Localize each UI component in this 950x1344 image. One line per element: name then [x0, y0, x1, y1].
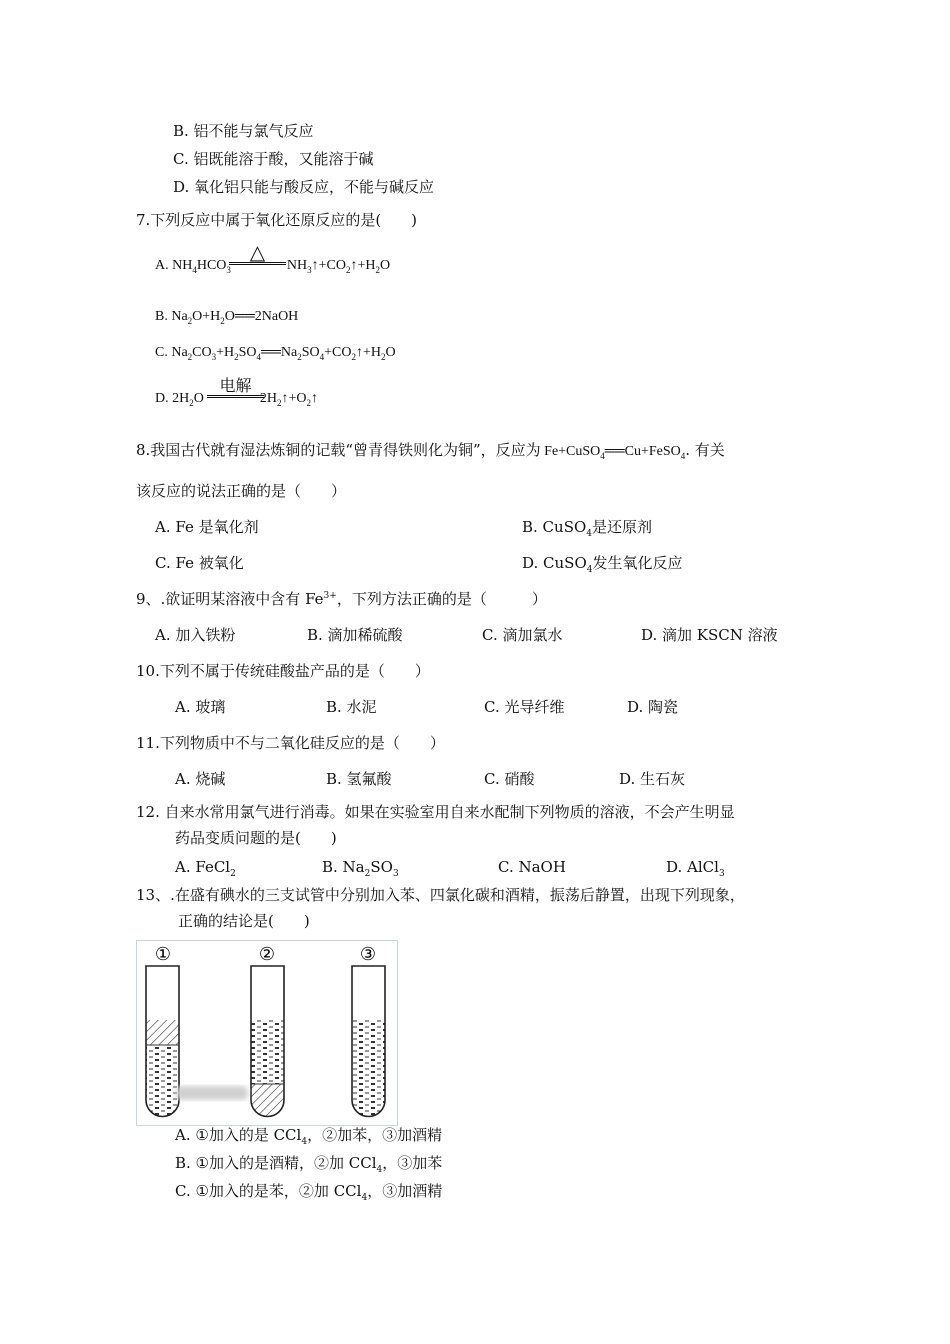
tube-2-label: ②: [258, 944, 276, 965]
q7-option-d: D. $2H_2O$ $2H_2↑+O_2↑$: [155, 391, 319, 408]
q8-stem-line2: 该反应的说法正确的是（ ）: [136, 482, 347, 500]
q13-option-c: C. ①加入的是苯，②加 CCl$_4$，③加酒精: [175, 1182, 443, 1203]
q13-option-b: B. ①加入的是酒精，②加 CCl$_4$，③加苯: [175, 1154, 443, 1175]
q12-stem-line2: 药品变质问题的是( ): [175, 829, 337, 847]
q10-option-b: B. 水泥: [326, 698, 377, 716]
q11-stem: 11.下列物质中不与二氧化硅反应的是（ ）: [136, 734, 445, 752]
q10-option-d: D. 陶瓷: [627, 698, 679, 716]
q13-option-a-pre: A. ①加入的是 CCl: [175, 1126, 302, 1144]
q11-option-b: B. 氢氟酸: [326, 770, 392, 788]
test-tube-1: [146, 944, 179, 1117]
q13-option-c-pre: C. ①加入的是苯，②加 CCl: [175, 1182, 362, 1200]
q8-option-d-pre: D. CuSO: [522, 554, 587, 572]
q12-option-b: B. $Na_2SO_3$: [322, 858, 399, 879]
q7-stem: 7.下列反应中属于氧化还原反应的是( ): [136, 211, 418, 229]
q12-option-b-text: B. Na: [322, 858, 365, 876]
q8-stem-text: 8.我国古代就有湿法炼铜的记载“曾青得铁则化为铜”，反应为: [136, 441, 541, 459]
q13-stem-line1: 13、.在盛有碘水的三支试管中分别加入苯、四氯化碳和酒精，振荡后静置，出现下列现象，: [136, 886, 745, 904]
q12-option-c: C. NaOH: [498, 858, 566, 876]
q7-option-c-label: C.: [155, 345, 168, 360]
q9-option-a: A. 加入铁粉: [155, 626, 236, 644]
q11-option-a: A. 烧碱: [175, 770, 226, 788]
q11-option-c: C. 硝酸: [484, 770, 535, 788]
q7-option-b-label: B.: [155, 309, 168, 324]
heat-triangle-icon: △: [249, 240, 266, 264]
q8-stem-tail: . 有关: [685, 441, 725, 459]
q9-stem: 9、.欲证明某溶液中含有 $Fe^{3+}$，下列方法正确的是（ ）: [136, 590, 547, 608]
q10-option-a: A. 玻璃: [175, 698, 226, 716]
q8-option-d: D. CuSO$_4$发生氧化反应: [522, 554, 683, 575]
q10-option-c: C. 光导纤维: [484, 698, 565, 716]
q13-option-b-pre: B. ①加入的是酒精，②加 CCl: [175, 1154, 377, 1172]
q7-option-a: A. $NH_4HCO_3$ $NH_3↑+CO_2↑+H_2O$: [155, 258, 391, 275]
electrolysis-label: 电解: [219, 376, 252, 395]
q7-option-b: B. $Na_2O+H_2O══2NaOH$: [155, 309, 299, 326]
q8-option-c: C. Fe 被氧化: [155, 554, 244, 572]
q11-option-d: D. 生石灰: [619, 770, 686, 788]
q9-option-c: C. 滴加氯水: [482, 626, 563, 644]
q7-electrolysis-condition: [207, 377, 264, 398]
q12-option-a-text: A. FeCl: [175, 858, 231, 876]
test-tube-3: [352, 944, 385, 1117]
q9-option-b: B. 滴加稀硫酸: [307, 626, 403, 644]
q8-option-d-post: 发生氧化反应: [592, 554, 683, 572]
q9-stem-pre: 9、.欲证明某溶液中含有 Fe: [136, 590, 324, 608]
q7-option-d-label: D.: [155, 391, 169, 406]
q12-option-a: A. FeCl$_2$: [175, 858, 236, 879]
q13-option-c-post: ，③加酒精: [367, 1182, 443, 1200]
q13-option-a: A. ①加入的是 CCl$_4$，②加苯，③加酒精: [175, 1126, 443, 1147]
q13-option-a-post: ，②加苯，③加酒精: [307, 1126, 443, 1144]
q13-option-b-post: ，③加苯: [382, 1154, 443, 1172]
q8-equation: Fe+CuSO$_4$══Cu+FeSO$_4$: [540, 444, 686, 461]
q8-option-b-pre: B. CuSO: [522, 518, 587, 536]
q10-stem: 10.下列不属于传统硅酸盐产品的是（ ）: [136, 662, 430, 680]
q9-stem-post: ，下列方法正确的是（ ）: [336, 590, 547, 608]
q8-option-b-post: 是还原剂: [592, 518, 653, 536]
q7-option-c: C. $Na_2CO_3+H_2SO_4══Na_2SO_4+CO_2↑+H_2O$: [155, 345, 396, 362]
tube-3-label: ③: [359, 944, 377, 965]
q12-option-d-text: D. AlCl: [666, 858, 719, 876]
q12-stem-line1: 12. 自来水常用氯气进行消毒。如果在实验室用自来水配制下列物质的溶液，不会产生明显: [136, 803, 735, 821]
q6-option-b: B. 铝不能与氯气反应: [173, 122, 314, 140]
test-tubes-figure: [136, 940, 398, 1126]
q12-option-d: D. AlCl$_3$: [666, 858, 725, 879]
smudge-watermark: [176, 1086, 248, 1100]
q9-option-d: D. 滴加 KSCN 溶液: [641, 626, 778, 644]
q8-option-a: A. Fe 是氧化剂: [155, 518, 259, 536]
q7-option-a-label: A.: [155, 258, 169, 273]
q6-option-c: C. 铝既能溶于酸，又能溶于碱: [173, 150, 374, 168]
q8-option-b: B. CuSO$_4$是还原剂: [522, 518, 653, 539]
test-tube-2: [251, 944, 284, 1117]
q13-stem-line2: 正确的结论是( ): [178, 912, 310, 930]
q7-heat-condition: [229, 242, 286, 265]
q8-stem-line1: [136, 440, 725, 462]
tube-1-label: ①: [154, 944, 172, 965]
q6-option-d: D. 氧化铝只能与酸反应，不能与碱反应: [173, 178, 435, 196]
